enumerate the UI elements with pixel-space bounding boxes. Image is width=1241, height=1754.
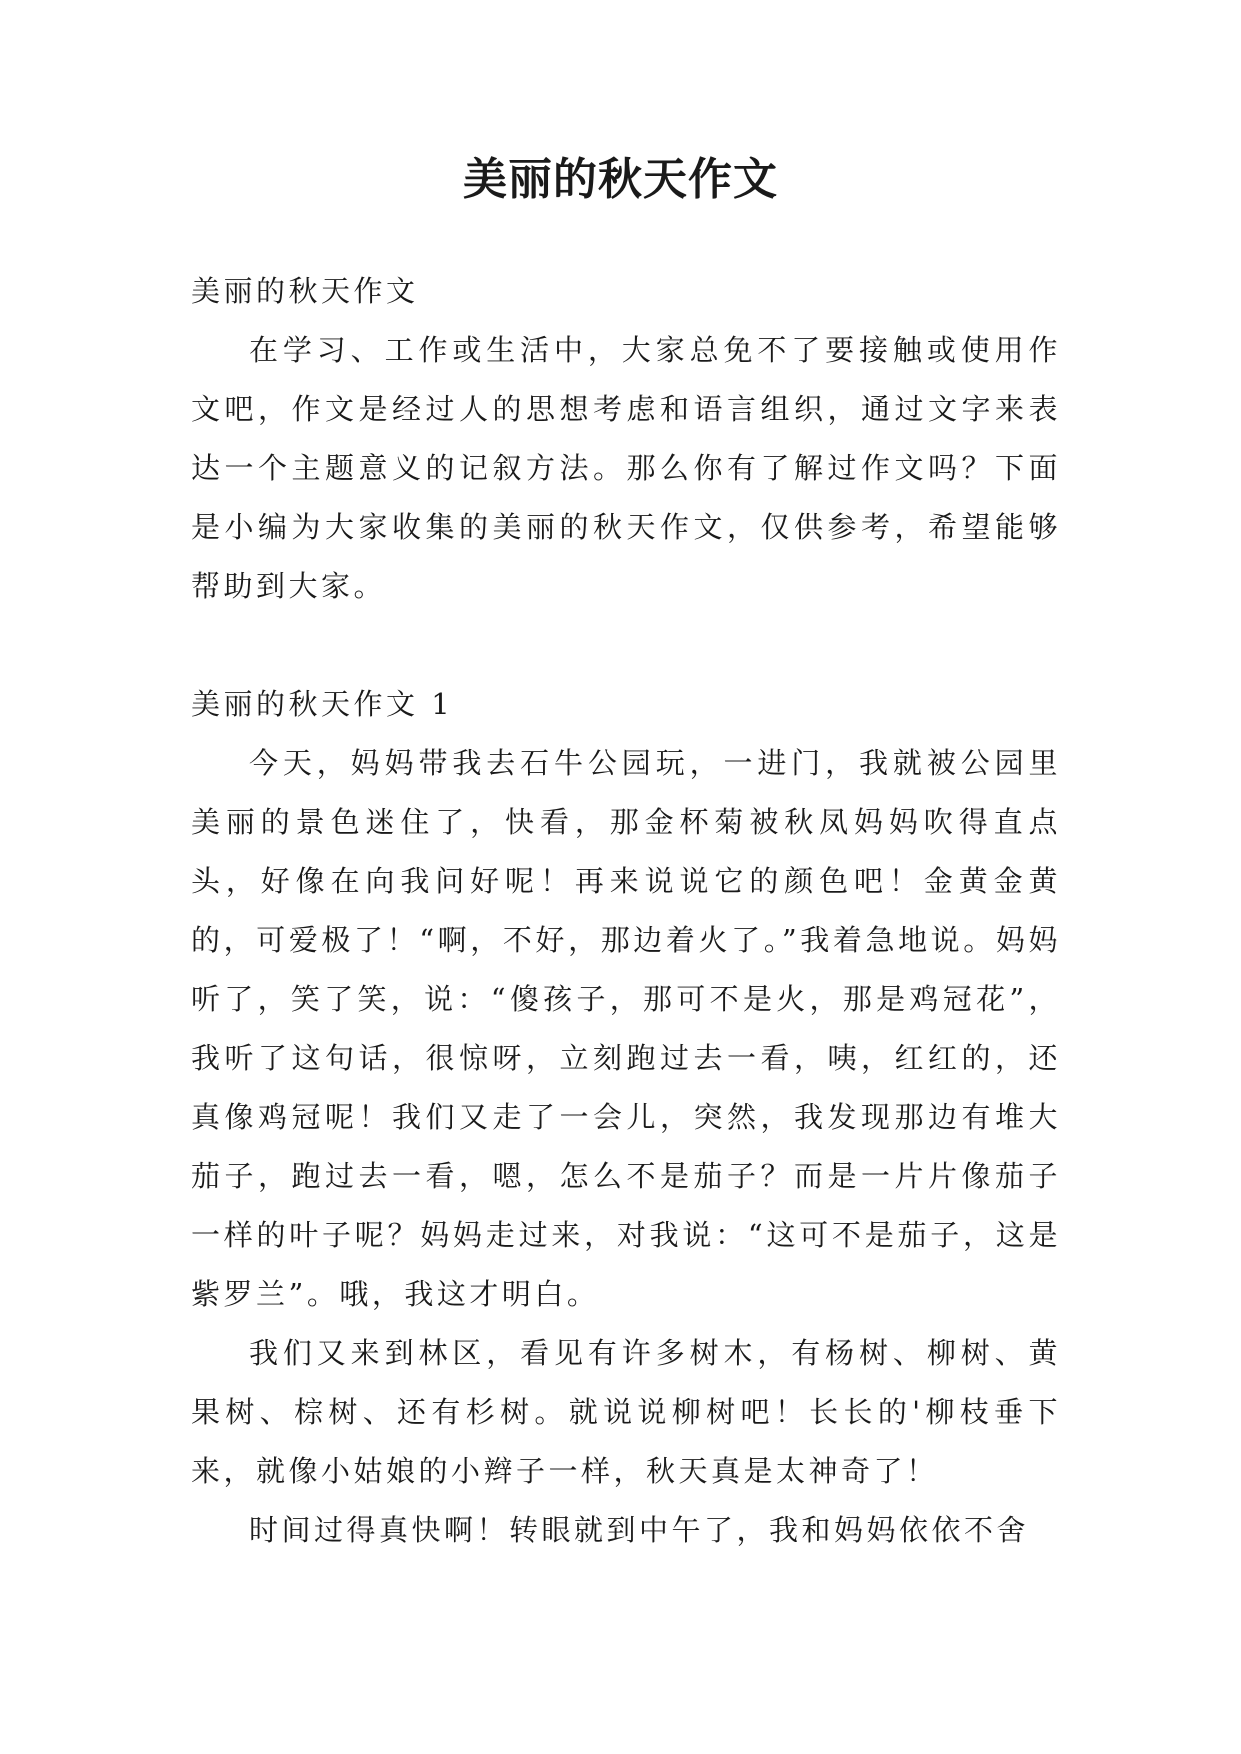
document-body [191,262,1061,1560]
body-paragraph: 我们又来到林区，看见有许多树木，有杨树、柳树、黄果树、棕树、还有杉树。就说说柳树吧！长长的'柳枝垂下来，就像小姑娘的小辫子一样，秋天真是太神奇了！ [191,1336,1061,1488]
intro-paragraph: 在学习、工作或生活中，大家总免不了要接触或使用作文吧，作文是经过人的思想考虑和语言组织，通过文字来表达一个主题意义的记叙方法。那么你有了解过作文吗？下面是小编为大家收集的美丽的秋天作文，仅供参考，希望能够帮助到大家。 [191,333,1061,603]
body-paragraph: 今天，妈妈带我去石牛公园玩，一进门，我就被公园里美丽的景色迷住了，快看，那金杯菊被秋凤妈妈吹得直点头，好像在向我问好呢！再来说说它的颜色吧！金黄金黄的，可爱极了！“啊，不好，那边着火了。”我着急地说。妈妈听了，笑了笑，说：“傻孩子，那可不是火，那是鸡冠花”，我听了这句话，很惊呀，立刻跑过去一看，咦，红红的，还真像鸡冠呢！我们又走了一会儿，突然，我发现那边有堆大茄子，跑过去一看，嗯，怎么不是茄子？而是一片片像茄子一样的叶子呢？妈妈走过来，对我说：“这可不是茄子，这是紫罗兰”。哦，我这才明白。 [191,746,1061,1311]
body-paragraph: 时间过得真快啊！转眼就到中午了，我和妈妈依依不舍 [249,1513,1030,1547]
section-heading: 美丽的秋天作文 1 [191,687,454,721]
document-title: 美丽的秋天作文 [463,154,778,205]
subtitle: 美丽的秋天作文 [191,274,419,308]
section-spacer [191,616,1061,675]
